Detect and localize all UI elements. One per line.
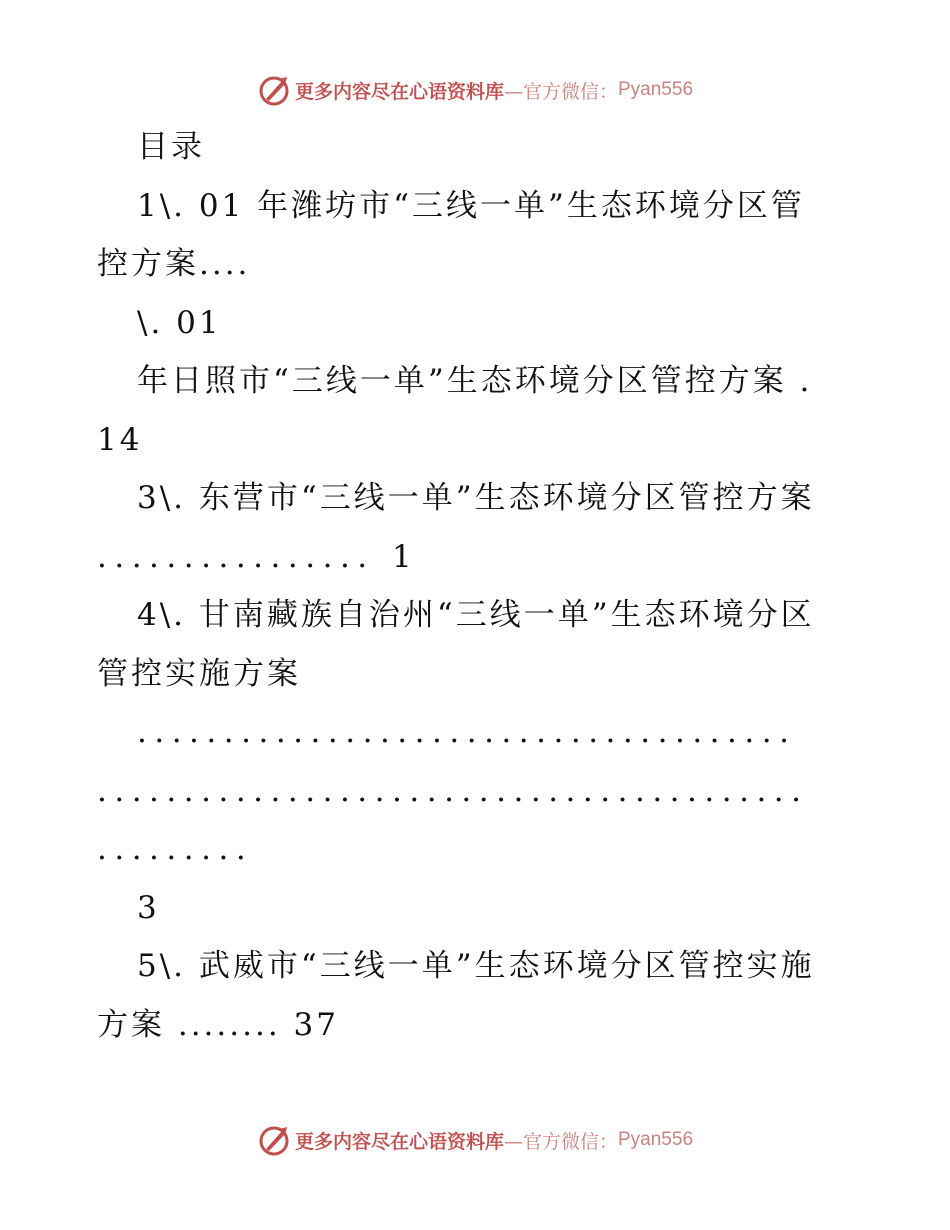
toc-entry-5-line-2: 方案 ........ 37 <box>97 1006 339 1043</box>
toc-entry-2-line-2: 年日照市“三线一单”生态环境分区管控方案 . <box>137 363 813 399</box>
table-of-contents <box>97 118 857 1054</box>
banner-lead-text: 更多内容尽在心语资料库 <box>294 1130 504 1153</box>
toc-entry-1-line-2: 控方案.... <box>97 246 251 282</box>
toc-entry-3-line-1: 3\. 东营市“三线一单”生态环境分区管控方案 <box>137 480 815 516</box>
banner-official-label: —官方微信： <box>503 1130 618 1153</box>
banner-wechat-id: Pyan556 <box>618 1129 694 1150</box>
banner-lead-text: 更多内容尽在心语资料库 <box>294 80 504 103</box>
quill-pen-logo-icon <box>257 1123 291 1157</box>
toc-entry-4-leader-2: ......................................... <box>97 772 809 809</box>
toc-entry-4-leader-1: ...................................... <box>137 714 797 750</box>
banner-wechat-id: Pyan556 <box>618 79 694 100</box>
header-banner <box>0 70 950 110</box>
toc-entry-3-page: ................ 1 <box>97 538 420 575</box>
footer-banner <box>0 1120 950 1160</box>
toc-entry-4-page: 3 <box>137 889 160 926</box>
toc-entry-4-line-1: 4\. 甘南藏族自治州“三线一单”生态环境分区 <box>137 597 815 633</box>
banner-official-label: —官方微信： <box>503 80 618 103</box>
toc-entry-2-page: 14 <box>97 421 143 458</box>
toc-entry-2-line-1: \. 01 <box>137 304 222 341</box>
toc-title: 目录 <box>137 129 205 165</box>
toc-entry-4-line-2: 管控实施方案 <box>97 655 301 692</box>
toc-entry-1-line-1: 1\. 01 年潍坊市“三线一单”生态环境分区管 <box>137 187 805 224</box>
toc-entry-4-leader-3: ......... <box>97 831 254 867</box>
quill-pen-logo-icon <box>257 73 291 107</box>
toc-entry-5-line-1: 5\. 武威市“三线一单”生态环境分区管控实施 <box>137 948 815 984</box>
